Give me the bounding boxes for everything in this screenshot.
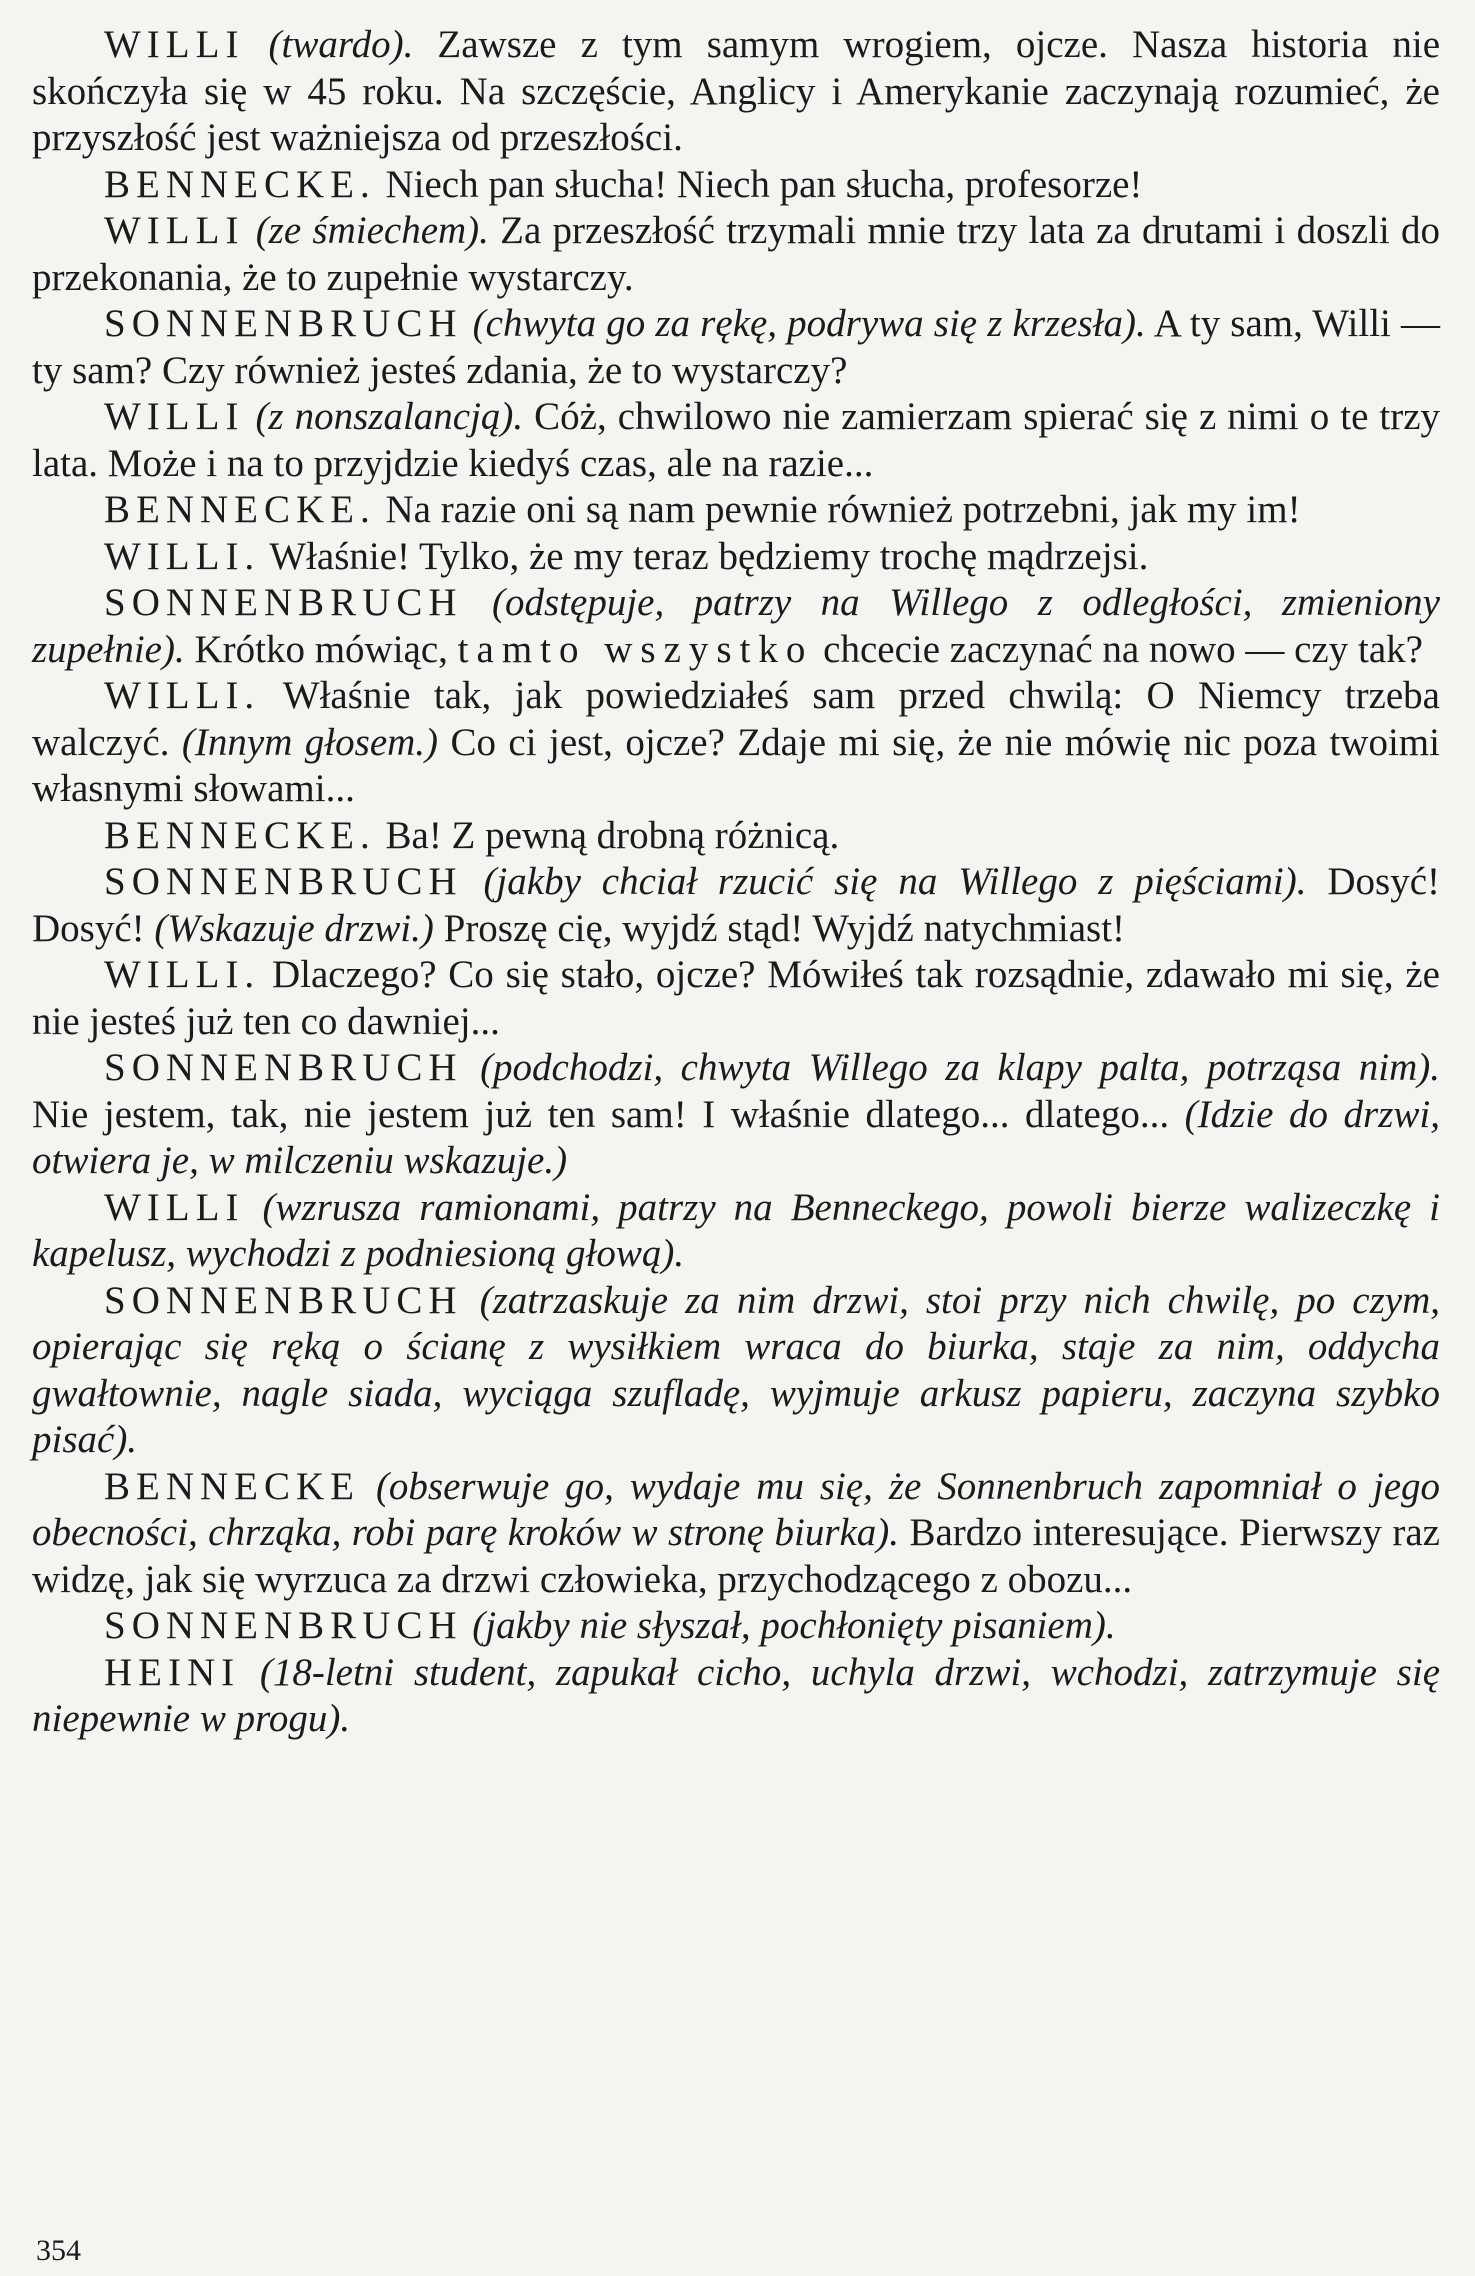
- dialogue-paragraph: [32, 1185, 1440, 1278]
- speaker-name: SONNENBRUCH: [104, 581, 463, 624]
- speaker-name: WILLI.: [104, 953, 261, 996]
- speaker-name: SONNENBRUCH: [104, 1278, 463, 1322]
- emphasized-text: tamto wszystko: [457, 627, 814, 671]
- stage-direction: (chwyta go za rękę, podrywa się z krzesła).: [472, 302, 1146, 345]
- speaker-name: BENNECKE.: [104, 162, 376, 206]
- dialogue-line: [463, 860, 484, 903]
- speaker-name: SONNENBRUCH: [104, 1046, 463, 1089]
- stage-direction: (zatrzaskuje za nim drzwi, stoi przy nich chwilę, po czym, opierając się ręką o ścianę z wysiłkiem wraca do biurka, staje za nim, oddycha gwałtownie, nagle siada, wyciąga szufladę, wyjmuje arkusz papieru, zaczyna szybko pisać).: [32, 1278, 1441, 1461]
- speaker-name: BENNECKE.: [104, 813, 376, 857]
- dialogue-line: [244, 209, 255, 252]
- speaker-name: SONNENBRUCH: [104, 1604, 463, 1647]
- dialogue-line: [463, 1604, 473, 1647]
- stage-direction: (z nonszalancją).: [255, 395, 524, 438]
- dialogue-paragraph: [32, 673, 1440, 813]
- speaker-name: WILLI.: [104, 534, 261, 578]
- dialogue-line: [463, 1279, 480, 1322]
- dialogue-paragraph: [32, 162, 1440, 209]
- dialogue-line: [463, 581, 492, 624]
- dialogue-paragraph: [32, 394, 1440, 487]
- dialogue-line: Zawsze z tym samym wrogiem, ojcze. Nasza historia nie skończyła się w 45 roku. Na szczęście, Anglicy i Amerykanie zaczynają rozumieć, że przyszłość jest ważniejsza od przeszłości.: [32, 23, 1441, 159]
- dialogue-paragraph: [32, 22, 1440, 162]
- dialogue-line: Dlaczego? Co się stało, ojcze? Mówiłeś tak rozsądnie, zdawało mi się, że nie jesteś już ten co dawniej...: [32, 953, 1440, 1043]
- dialogue-paragraph: [32, 813, 1440, 860]
- dialogue-line: Niech pan słucha! Niech pan słucha, profesorze!: [375, 162, 1143, 206]
- dialogue-line: [244, 23, 268, 66]
- dialogue-line: Bardzo interesujące. Pierwszy raz widzę, jak się wyrzuca za drzwi człowieka, przychodzącego z obozu...: [32, 1511, 1440, 1601]
- stage-direction: (ze śmiechem).: [255, 209, 489, 252]
- dialogue-line: Na razie oni są nam pewnie również potrzebni, jak my im!: [375, 488, 1301, 531]
- dialogue-paragraph: [32, 1045, 1440, 1185]
- speaker-name: BENNECKE.: [104, 488, 376, 531]
- dialogue-line: Co ci jest, ojcze? Zdaje mi się, że nie mówię nic poza twoimi własnymi słowami...: [32, 720, 1440, 810]
- stage-direction: (odstępuje, patrzy na Willego z odległości, zmieniony zupełnie).: [32, 581, 1440, 671]
- dialogue-line: Właśnie! Tylko, że my teraz będziemy trochę mądrzejsi.: [260, 534, 1149, 578]
- dialogue-paragraph: [32, 1464, 1440, 1604]
- dialogue-text: [32, 22, 1440, 1743]
- speaker-name: SONNENBRUCH: [104, 302, 463, 345]
- dialogue-paragraph: [32, 1603, 1440, 1650]
- stage-direction: (twardo).: [268, 23, 414, 66]
- dialogue-line: A ty sam, Willi — ty sam? Czy również jesteś zdania, że to wystarczy?: [32, 302, 1441, 392]
- stage-direction: (jakby chciał rzucić się na Willego z pięściami).: [483, 860, 1307, 903]
- dialogue-paragraph: [32, 534, 1440, 581]
- dialogue-paragraph: [32, 487, 1440, 534]
- dialogue-line: Właśnie tak, jak powiedziałeś sam przed chwilą: O Niemcy trzeba walczyć.: [32, 674, 1440, 764]
- dialogue-line: [240, 1651, 260, 1694]
- dialogue-line: [244, 395, 255, 438]
- stage-direction: (obserwuje go, wydaje mu się, że Sonnenbruch zapomniał o jego obecności, chrząka, robi parę kroków w stronę biurka).: [32, 1464, 1440, 1554]
- speaker-name: WILLI: [104, 1185, 245, 1229]
- stage-direction: (Innym głosem.): [181, 720, 439, 764]
- speaker-name: WILLI: [104, 209, 245, 252]
- speaker-name: WILLI: [104, 395, 245, 438]
- speaker-name: WILLI.: [104, 674, 261, 717]
- speaker-name: WILLI: [104, 23, 245, 66]
- dialogue-line: Cóż, chwilowo nie zamierzam spierać się z nimi o te trzy lata. Może i na to przyjdzie kiedyś czas, ale na razie...: [32, 395, 1440, 485]
- dialogue-line: Dosyć! Dosyć!: [32, 860, 1441, 950]
- dialogue-line: [360, 1465, 376, 1508]
- dialogue-line: Za przeszłość trzymali mnie trzy lata za drutami i doszli do przekonania, że to zupełnie wystarczy.: [32, 209, 1440, 299]
- dialogue-line: chcecie zaczynać na nowo — czy tak?: [813, 627, 1423, 671]
- dialogue-line: [463, 1046, 481, 1089]
- speaker-name: SONNENBRUCH: [104, 860, 463, 903]
- stage-direction: (Idzie do drzwi, otwiera je, w milczeniu wskazuje.): [32, 1092, 1441, 1182]
- dialogue-paragraph: [32, 952, 1440, 1045]
- stage-direction: (18-letni student, zapukał cicho, uchyla drzwi, wchodzi, zatrzymuje się niepewnie w progu).: [32, 1650, 1440, 1740]
- dialogue-paragraph: [32, 859, 1440, 952]
- speaker-name: HEINI: [104, 1650, 241, 1694]
- dialogue-line: [463, 302, 473, 345]
- speaker-name: BENNECKE: [104, 1464, 360, 1508]
- stage-direction: (Wskazuje drzwi.): [154, 906, 434, 950]
- dialogue-line: Proszę cię, wyjdź stąd! Wyjdź natychmiast!: [433, 906, 1126, 950]
- dialogue-paragraph: [32, 1278, 1440, 1464]
- stage-direction: (jakby nie słyszał, pochłonięty pisaniem).: [472, 1604, 1116, 1647]
- page-number: 354: [36, 2234, 81, 2267]
- dialogue-line: Krótko mówiąc,: [184, 627, 458, 671]
- stage-direction: (wzrusza ramionami, patrzy na Benneckego, powoli bierze walizeczkę i kapelusz, wychodzi z podniesioną głową).: [32, 1185, 1441, 1275]
- dialogue-paragraph: [32, 301, 1440, 394]
- dialogue-line: [244, 1186, 262, 1229]
- dialogue-line: Ba! Z pewną drobną różnicą.: [375, 813, 840, 857]
- dialogue-paragraph: [32, 580, 1440, 673]
- dialogue-paragraph: [32, 1650, 1440, 1743]
- dialogue-line: Nie jestem, tak, nie jestem już ten sam! I właśnie dlatego... dlatego...: [32, 1092, 1185, 1136]
- dialogue-paragraph: [32, 208, 1440, 301]
- stage-direction: (podchodzi, chwyta Willego za klapy palta, potrząsa nim).: [480, 1046, 1440, 1089]
